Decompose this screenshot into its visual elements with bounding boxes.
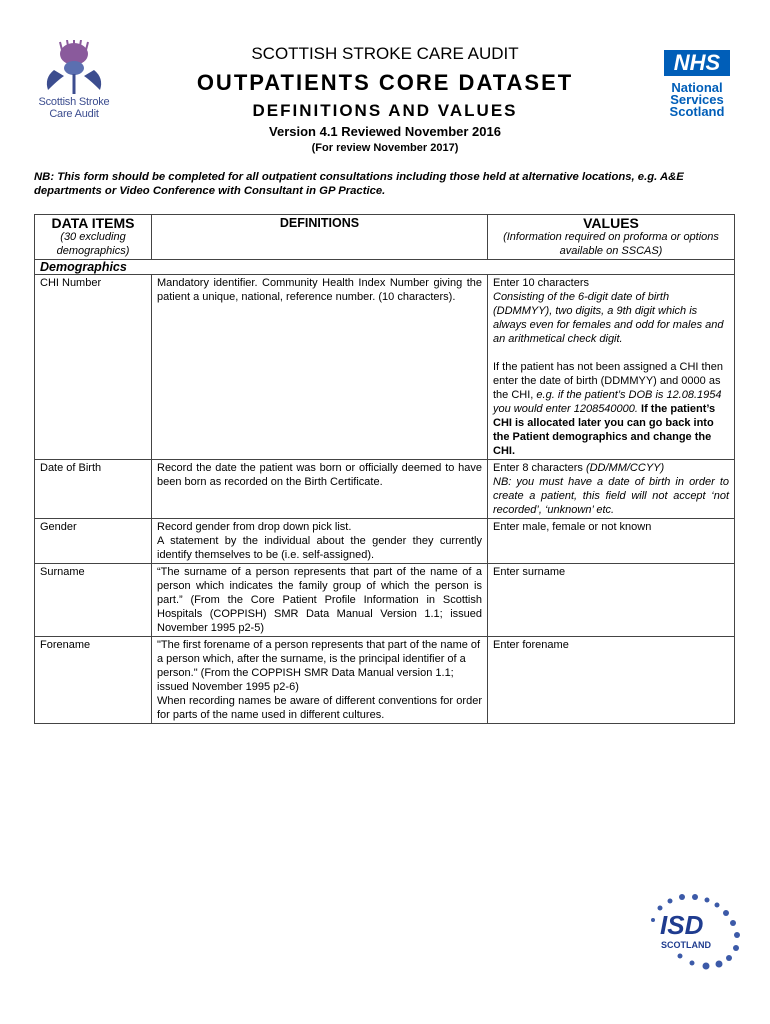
isd-scotland-logo-icon [640,892,750,972]
definition-text: A statement by the individual about the gender they currently identify themselves to be (i.e. self-assigned). [157,535,482,561]
page-title: OUTPATIENTS CORE DATASET [196,70,574,95]
value-text: If the patient has not been assigned a CHI then enter the date of birth (DDMMYY) and 0000 as the CHI, [493,361,723,401]
section-row [35,260,735,275]
definition-text: Record gender from drop down pick list. [157,521,352,533]
dataset-table [34,214,735,724]
item-surname: Surname [35,564,152,637]
definition-surname: “The surname of a person represents that part of the name of a person which indicates the family group of which the person is part.” (From the Core Patient Profile Information in Scottish Hospitals (COPPISH) SMR Data Manual Version 1.1; issued November 1995 p2-5) [152,564,488,637]
table-row [35,275,735,460]
audit-title [0,44,770,64]
section-demographics: Demographics [35,260,735,275]
values-heading: VALUES [583,215,639,231]
col-values-header [488,215,735,260]
value-text: If the patient’s CHI is allocated later you can go back into the Patient demographics and change the CHI. [493,403,716,457]
definition-gender [152,519,488,564]
definition-text: "The first forename of a person represents that part of the name of a person which, after the surname, is the principal identifier of a person." (From the COPPISH SMR Data Manual version 1.1; issued November 1995 p2-6) [157,639,481,693]
values-forename: Enter forename [488,637,735,724]
review-text: (For review November 2017) [311,142,459,154]
value-text: e.g. if the patient’s DOB is 12.08.1954 you would enter 1208540000. [493,389,722,415]
value-text: Consisting of the 6-digit date of birth (DDMMYY), two digits, a 9th digit which is always even for females and odd for males and an arithmetical check digit. [493,291,724,345]
table-row [35,564,735,637]
values-gender: Enter male, female or not known [488,519,735,564]
definition-date-of-birth: Record the date the patient was born or officially deemed to have been born as recorded on the Birth Certificate. [152,460,488,519]
nhs-logo-mark: NHS [664,50,730,76]
values-date-of-birth [488,460,735,519]
definitions-heading: DEFINITIONS [279,216,360,230]
audit-title-text: SCOTTISH STROKE CARE AUDIT [251,44,519,63]
value-text: NB: you must have a date of birth in order to create a patient, this field will not accept ‘not recorded’, ‘unknown’ etc. [493,476,729,516]
definition-forename [152,637,488,724]
values-surname: Enter surname [488,564,735,637]
isd-logo-text: ISD [660,910,704,940]
item-gender: Gender [35,519,152,564]
nhs-sub-line: Scotland [669,104,725,119]
nhs-sub-line: Services [670,92,724,107]
definition-text: When recording names be aware of different conventions for order for parts of the name used in different cultures. [157,695,482,721]
completion-note: NB: This form should be completed for all outpatient consultations including those held at alternative locations, e.g. A&E departments or Video Conference with Consultant in GP Practice. [34,171,684,197]
values-subheading: (Information required on proforma or options available on SSCAS) [503,231,719,257]
definition-chi-number: Mandatory identifier. Community Health Index Number giving the patient a unique, national, reference number. (10 characters). [152,275,488,460]
values-chi-number [488,275,735,460]
item-chi-number: CHI Number [35,275,152,460]
data-items-subheading: (30 excluding demographics) [56,231,130,257]
col-data-items-header [35,215,152,260]
col-definitions-header [152,215,488,260]
data-items-heading: DATA ITEMS [51,215,135,231]
value-text: Enter 10 characters [493,277,589,289]
value-text: (DD/MM/CCYY) [585,462,665,474]
nhs-sub-line: National [671,80,723,95]
isd-logo-subtext: SCOTLAND [661,940,711,950]
ssca-logo-text: Scottish Stroke Care Audit [38,96,110,120]
table-row [35,519,735,564]
page-subtitle: DEFINITIONS AND VALUES [252,101,518,120]
item-forename: Forename [35,637,152,724]
table-row [35,460,735,519]
isd-logo [640,892,750,972]
version-text: Version 4.1 Reviewed November 2016 [269,124,501,139]
table-row [35,637,735,724]
table-header-row [35,215,735,260]
item-date-of-birth: Date of Birth [35,460,152,519]
value-text: Enter 8 characters [493,462,583,474]
